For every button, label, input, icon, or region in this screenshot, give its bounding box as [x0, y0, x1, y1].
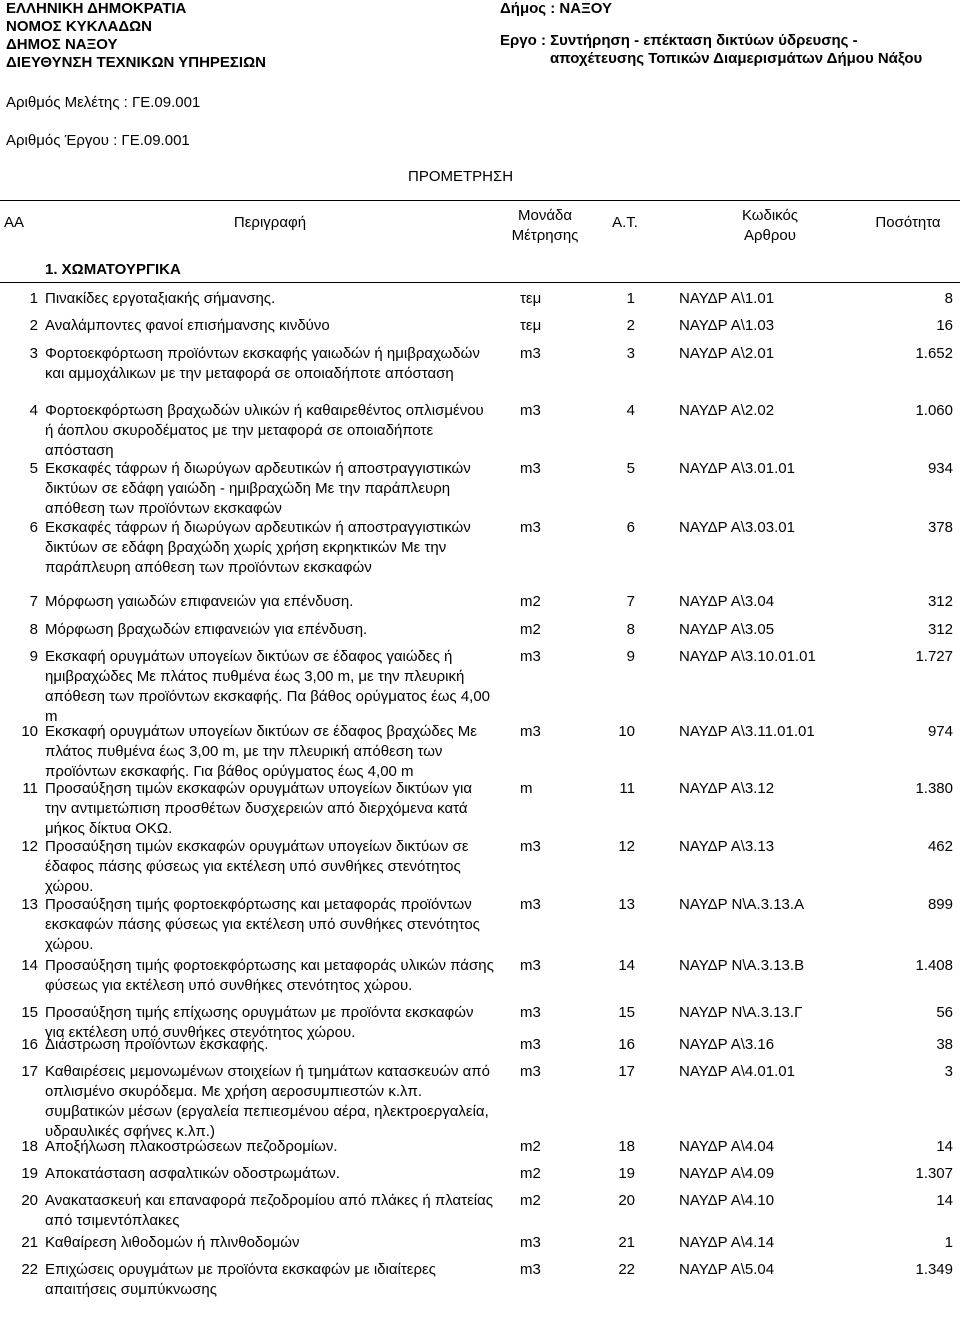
row-at: 1: [626, 290, 635, 307]
row-description: Εκσκαφές τάφρων ή διωρύγων αρδευτικών ή αποστραγγιστικών δικτύων σε εδάφη γαιώδη - ημιβραχώδη Με την παράπλευρη απόθεση των προϊόντων εκσκαφών: [45, 460, 471, 517]
row-at: 21: [618, 1234, 635, 1251]
row-at: 18: [618, 1138, 635, 1155]
row-description: Καθαιρέσεις μεμονωμένων στοιχείων ή τμημάτων κατασκευών από οπλισμένο σκυρόδεμα. Με χρήση αεροσυμπιεστών κ.λπ. συμβατικών μέσων (εργαλεία πεπιεσμένου αέρα, ηλεκτροεργαλεία, υδραυλικές σφήνες κ.λπ.): [45, 1063, 490, 1140]
row-at: 14: [618, 957, 635, 974]
study-number: Αριθμός Μελέτης : ΓΕ.09.001: [6, 94, 201, 111]
issuer-line: ΝΟΜΟΣ ΚΥΚΛΑΔΩΝ: [6, 18, 152, 35]
row-number: 21: [21, 1234, 38, 1251]
row-unit: τεμ: [520, 317, 542, 334]
row-unit: m3: [520, 1004, 541, 1021]
row-article-code: ΝΑΥΔΡ Ν\Α.3.13.Β: [679, 957, 805, 974]
row-quantity: 899: [927, 896, 953, 913]
row-quantity: 1.380: [915, 780, 953, 797]
col-header-description: Περιγραφή: [233, 214, 307, 231]
row-article-code: ΝΑΥΔΡ Α\4.09: [679, 1165, 775, 1182]
row-quantity: 3: [944, 1063, 953, 1080]
row-article-code: ΝΑΥΔΡ Α\4.14: [679, 1234, 775, 1251]
row-description: Εκσκαφή ορυγμάτων υπογείων δικτύων σε έδαφος βραχώδες Με πλάτος πυθμένα έως 3,00 m, με την πλευρική απόθεση των προϊόντων εκσκαφής. Για βάθος ορύγματος έως 4,00 m: [45, 723, 477, 780]
row-description: Προσαύξηση τιμής επίχωσης ορυγμάτων με προϊόντα εκσκαφών για εκτέλεση υπό συνθήκες στενότητος χώρου.: [45, 1004, 474, 1041]
row-number: 22: [21, 1261, 38, 1278]
row-number: 12: [21, 838, 38, 855]
project-block: [500, 0, 922, 68]
project-title-cont: αποχέτευσης Τοπικών Διαμερισμάτων Δήμου Νάξου: [550, 50, 923, 67]
row-article-code: ΝΑΥΔΡ Α\3.01.01: [679, 460, 795, 477]
row-quantity: 14: [936, 1192, 953, 1209]
row-description: Προσαύξηση τιμών εκσκαφών ορυγμάτων υπογείων δικτύων για την αντιμετώπιση προσθέτων δυσχερειών από διερχόμενα κατά μήκος δίκτυα ΟΚΩ.: [45, 780, 473, 837]
row-number: 20: [21, 1192, 38, 1209]
row-description: Ανακατασκευή και επαναφορά πεζοδρομίου από πλάκες ή πλατείας από τσιμεντόπλακες: [45, 1192, 493, 1229]
col-header-quantity: Ποσότητα: [875, 214, 941, 231]
row-quantity: 378: [927, 519, 953, 536]
row-description: Προσαύξηση τιμών εκσκαφών ορυγμάτων υπογείων δικτύων σε έδαφος πάσης φύσεως για εκτέλεση υπό συνθήκες στενότητος χώρου.: [45, 838, 469, 895]
row-number: 8: [29, 621, 38, 638]
row-unit: m2: [520, 621, 541, 638]
row-description: Καθαίρεση λιθοδομών ή πλινθοδομών: [45, 1234, 300, 1251]
row-unit: m3: [520, 460, 541, 477]
row-article-code: ΝΑΥΔΡ Ν\Α.3.13.Γ: [679, 1004, 803, 1021]
row-unit: m3: [520, 519, 541, 536]
row-number: 13: [21, 896, 38, 913]
row-at: 11: [619, 780, 635, 797]
row-article-code: ΝΑΥΔΡ Α\3.12: [679, 780, 775, 797]
row-at: 16: [618, 1036, 635, 1053]
row-quantity: 1.652: [915, 345, 953, 362]
row-article-code: ΝΑΥΔΡ Α\1.03: [679, 317, 775, 334]
row-at: 20: [618, 1192, 635, 1209]
row-at: 19: [618, 1165, 635, 1182]
row-quantity: 56: [936, 1004, 953, 1021]
row-description: Αποκατάσταση ασφαλτικών οδοστρωμάτων.: [45, 1165, 340, 1182]
header-bottom-rule: [0, 282, 960, 283]
row-article-code: ΝΑΥΔΡ Α\4.01.01: [679, 1063, 795, 1080]
col-header-aa: ΑΑ: [4, 214, 25, 231]
row-at: 13: [618, 896, 635, 913]
row-unit: m2: [520, 1192, 541, 1209]
row-article-code: ΝΑΥΔΡ Α\1.01: [679, 290, 775, 307]
work-number: Αριθμός Έργου : ΓΕ.09.001: [6, 132, 190, 149]
row-at: 8: [626, 621, 635, 638]
row-number: 18: [21, 1138, 38, 1155]
row-unit: m3: [520, 896, 541, 913]
row-article-code: ΝΑΥΔΡ Α\3.13: [679, 838, 775, 855]
row-quantity: 8: [944, 290, 953, 307]
row-description: Μόρφωση βραχωδών επιφανειών για επένδυση.: [45, 621, 368, 638]
row-number: 15: [21, 1004, 38, 1021]
row-unit: τεμ: [520, 290, 542, 307]
row-quantity: 1.408: [915, 957, 953, 974]
row-quantity: 1.307: [915, 1165, 953, 1182]
row-number: 14: [21, 957, 38, 974]
row-quantity: 1.727: [915, 648, 953, 665]
row-description: Διάστρωση προϊόντων εκσκαφής.: [45, 1036, 269, 1053]
row-quantity: 1: [944, 1234, 953, 1251]
row-quantity: 934: [927, 460, 953, 477]
row-unit: m2: [520, 593, 541, 610]
row-unit: m3: [520, 345, 541, 362]
row-quantity: 974: [927, 723, 953, 740]
row-unit: m3: [520, 1261, 541, 1278]
row-at: 2: [626, 317, 635, 334]
row-unit: m3: [520, 957, 541, 974]
row-article-code: ΝΑΥΔΡ Α\4.04: [679, 1138, 775, 1155]
row-quantity: 312: [927, 621, 953, 638]
row-unit: m3: [520, 723, 541, 740]
row-unit: m3: [520, 838, 541, 855]
row-at: 10: [618, 723, 635, 740]
row-unit: m3: [520, 402, 541, 419]
row-at: 9: [626, 648, 635, 665]
issuer-line: ΕΛΛΗΝΙΚΗ ΔΗΜΟΚΡΑΤΙΑ: [6, 0, 187, 17]
project-title: Εργο : Συντήρηση - επέκταση δικτύων ύδρευσης -: [500, 32, 858, 49]
col-header-unit: [495, 206, 595, 246]
section-heading: 1. ΧΩΜΑΤΟΥΡΓΙΚΑ: [45, 261, 181, 278]
row-article-code: ΝΑΥΔΡ Α\4.10: [679, 1192, 775, 1209]
page-title: ΠΡΟΜΕΤΡΗΣΗ: [408, 168, 514, 185]
col-header-code-line: Κωδικός: [741, 207, 799, 224]
row-at: 22: [618, 1261, 635, 1278]
col-header-code: [710, 206, 830, 246]
row-at: 6: [626, 519, 635, 536]
row-number: 3: [29, 345, 38, 362]
row-description: Αποξήλωση πλακοστρώσεων πεζοδρομίων.: [45, 1138, 338, 1155]
row-quantity: 1.349: [915, 1261, 953, 1278]
row-article-code: ΝΑΥΔΡ Α\3.03.01: [679, 519, 795, 536]
row-description: Μόρφωση γαιωδών επιφανειών για επένδυση.: [45, 593, 354, 610]
municipality: Δήμος : ΝΑΞΟΥ: [500, 0, 612, 17]
row-article-code: ΝΑΥΔΡ Α\2.02: [679, 402, 775, 419]
row-quantity: 462: [927, 838, 953, 855]
row-article-code: ΝΑΥΔΡ Α\3.16: [679, 1036, 775, 1053]
row-unit: m2: [520, 1138, 541, 1155]
row-quantity: 16: [936, 317, 953, 334]
header-top-rule: [0, 200, 960, 201]
row-unit: m3: [520, 1036, 541, 1053]
row-quantity: 1.060: [915, 402, 953, 419]
row-article-code: ΝΑΥΔΡ Ν\Α.3.13.Α: [679, 896, 805, 913]
row-number: 19: [21, 1165, 38, 1182]
row-quantity: 312: [927, 593, 953, 610]
row-number: 17: [21, 1063, 38, 1080]
row-unit: m3: [520, 1234, 541, 1251]
issuer-block: [6, 0, 266, 72]
row-number: 4: [29, 402, 38, 419]
row-unit: m2: [520, 1165, 541, 1182]
row-unit: m: [520, 780, 533, 797]
row-number: 5: [29, 460, 38, 477]
row-quantity: 14: [936, 1138, 953, 1155]
row-description: Προσαύξηση τιμής φορτοεκφόρτωσης και μεταφοράς υλικών πάσης φύσεως για εκτέλεση υπό συνθήκες στενότητος χώρου.: [45, 957, 494, 994]
row-unit: m3: [520, 648, 541, 665]
row-number: 11: [22, 780, 38, 797]
row-at: 5: [626, 460, 635, 477]
row-article-code: ΝΑΥΔΡ Α\3.05: [679, 621, 775, 638]
row-number: 16: [21, 1036, 38, 1053]
row-at: 7: [626, 593, 635, 610]
row-description: Φορτοεκφόρτωση προϊόντων εκσκαφής γαιωδών ή ημιβραχωδών και αμμοχάλικων με την μεταφορά σε οποιαδήποτε απόσταση: [45, 345, 480, 382]
col-header-at: Α.Τ.: [612, 214, 638, 231]
issuer-line: ΔΙΕΥΘΥΝΣΗ ΤΕΧΝΙΚΩΝ ΥΠΗΡΕΣΙΩΝ: [6, 54, 266, 71]
row-description: Εκσκαφές τάφρων ή διωρύγων αρδευτικών ή αποστραγγιστικών δικτύων σε εδάφη βραχώδη χωρίς χρήση εκρηκτικών Με την παράπλευρη απόθεση των προϊόντων εκσκαφών: [45, 519, 471, 576]
row-number: 7: [29, 593, 38, 610]
row-description: Εκσκαφή ορυγμάτων υπογείων δικτύων σε έδαφος γαιώδες ή ημιβραχώδες Με πλάτος πυθμένα έως 3,00 m, με την πλευρική απόθεση των προϊόντων εκσκαφής. Πα βάθος ορύγματος έως 4,00 m: [45, 648, 491, 725]
row-number: 10: [21, 723, 38, 740]
row-article-code: ΝΑΥΔΡ Α\3.10.01.01: [679, 648, 816, 665]
row-unit: m3: [520, 1063, 541, 1080]
row-at: 15: [618, 1004, 635, 1021]
row-description: Αναλάμποντες φανοί επισήμανσης κινδύνο: [45, 317, 330, 334]
issuer-line: ΔΗΜΟΣ ΝΑΞΟΥ: [6, 36, 118, 53]
row-description: Φορτοεκφόρτωση βραχωδών υλικών ή καθαιρεθέντος οπλισμένου ή άοπλου σκυροδέματος με την μεταφορά σε οποιαδήποτε απόσταση: [45, 402, 484, 459]
row-description: Πινακίδες εργοταξιακής σήμανσης.: [45, 290, 276, 307]
row-number: 9: [29, 648, 38, 665]
row-number: 1: [29, 290, 38, 307]
row-at: 3: [626, 345, 635, 362]
row-at: 4: [626, 402, 635, 419]
row-article-code: ΝΑΥΔΡ Α\3.11.01.01: [679, 723, 815, 740]
row-description: Προσαύξηση τιμής φορτοεκφόρτωσης και μεταφοράς προϊόντων εκσκαφών πάσης φύσεως για εκτέλεση υπό συνθήκες στενότητος χώρου.: [45, 896, 480, 953]
row-article-code: ΝΑΥΔΡ Α\2.01: [679, 345, 775, 362]
col-header-unit-line: Μονάδα: [517, 207, 573, 224]
row-at: 12: [618, 838, 635, 855]
row-at: 17: [618, 1063, 635, 1080]
col-header-code-line: Αρθρου: [744, 227, 796, 244]
row-quantity: 38: [936, 1036, 953, 1053]
col-header-unit-line: Μέτρησης: [511, 227, 579, 244]
row-article-code: ΝΑΥΔΡ Α\3.04: [679, 593, 775, 610]
row-number: 2: [29, 317, 38, 334]
row-number: 6: [29, 519, 38, 536]
row-article-code: ΝΑΥΔΡ Α\5.04: [679, 1261, 775, 1278]
row-description: Επιχώσεις ορυγμάτων με προϊόντα εκσκαφών με ιδιαίτερες απαιτήσεις συμπύκνωσης: [45, 1261, 436, 1298]
